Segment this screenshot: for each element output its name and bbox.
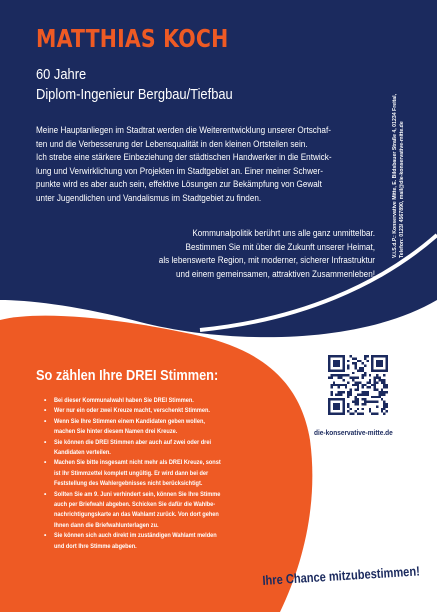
voting-rule-line: • Sie können die DREI Stimmen aber auch auf zwei oder drei [54, 438, 212, 446]
voting-rule-line: Kandidaten verteilen. [54, 449, 111, 457]
voting-rule [44, 458, 284, 489]
voting-rule [44, 417, 284, 438]
candidate-name: MATTHIAS KOCH [36, 24, 229, 53]
voting-rule-line: Ihnen dann die Briefwahlunterlagen zu. [54, 521, 159, 529]
qr-code[interactable] [328, 355, 388, 415]
voting-rule-line: • Sollten Sie am 9. Juni verhindert sein, können Sie Ihre Stimme [54, 490, 221, 498]
imprint [392, 94, 406, 258]
voting-rule-line: machen Sie hinter diesem Namen drei Kreuze. [54, 428, 178, 436]
imprint-line: Telefon: 0123/ 4567890, mail@die-konservative-mitte.de [399, 121, 405, 258]
imprint-line: V.i.S.d.P.: Konservative Mitte, E. Bildsbauer Straße 4, 01234 Freital, [392, 93, 398, 258]
slogan: Ihre Chance mitzubestimmen! [262, 563, 421, 588]
voting-rule [44, 406, 284, 416]
voting-rule-line: • Sie können sich auch direkt im zuständigen Wahlamt melden [54, 532, 217, 540]
voting-rule [44, 531, 284, 552]
voting-rule-line: nachrichtigungskarte an das Wahlamt zurück. Von dort gehen [54, 511, 219, 519]
voting-rule-line: • Bei dieser Kommunalwahl haben Sie DREI Stimmen. [54, 397, 194, 404]
closing-line: und einem gemeinsamen, attraktiven Zusammenleben! [176, 268, 375, 280]
closing-paragraph [75, 227, 375, 281]
qr-caption[interactable]: die-konservative-mitte.de [314, 428, 393, 437]
voting-rule-line: auch per Briefwahl abgeben. Schicken Sie dafür die Wahlbe- [54, 501, 216, 509]
intro-line: Ich strebe eine stärkere Einbeziehung der städtischen Handwerker in die Entwick- [36, 152, 332, 164]
candidate-profession: Diplom-Ingenieur Bergbau/Tiefbau [36, 86, 233, 103]
closing-line: Bestimmen Sie mit über die Zukunft unserer Heimat, [185, 241, 375, 253]
closing-line: Kommunalpolitik berührt uns alle ganz unmittelbar. [192, 228, 375, 239]
votes-title: So zählen Ihre DREI Stimmen: [36, 368, 219, 384]
intro-paragraph [36, 124, 401, 206]
candidate-age: 60 Jahre [36, 66, 87, 83]
intro-line: ten und die Verbesserung der Lebensqualität in den kleinen Ortsteilen sein. [36, 138, 308, 150]
intro-line: Meine Hauptanliegen im Stadtrat werden die Weiterentwicklung unserer Ortschaf- [36, 125, 331, 136]
voting-rule-line: und dort Ihre Stimme abgeben. [54, 542, 137, 550]
intro-line: unter Jugendlichen und Vandalismus im Stadtgebiet zu finden. [36, 192, 262, 204]
voting-rule-line: ist Ihr Stimmzettel komplett ungültig. Er wird dann bei der [54, 469, 209, 477]
voting-rule-line: • Machen Sie bitte insgesamt nicht mehr als DREI Kreuze, sonst [54, 459, 221, 467]
voting-rule [44, 438, 284, 459]
voting-rule [44, 490, 284, 532]
intro-line: lung und Verwirklichung von Projekten im Stadtgebiet an. Einer meiner Schwer- [36, 165, 323, 177]
closing-line: als lebenswerte Region, mit moderner, sicherer Infrastruktur [158, 255, 375, 267]
voting-rule-line: • Wenn Sie Ihre Stimmen einem Kandidaten geben wollen, [54, 417, 205, 425]
intro-line: punkte wird es aber auch sein, effektive Lösungen zur Bekämpfung von Gewalt [36, 179, 322, 191]
voting-rule-line: • Wer nur ein oder zwei Kreuze macht, verschenkt Stimmen. [54, 407, 210, 415]
voting-rule-line: Feststellung des Wahlergebnisses nicht berücksichtigt. [54, 480, 203, 488]
voting-rules-list [44, 396, 284, 552]
voting-rule [44, 396, 284, 406]
